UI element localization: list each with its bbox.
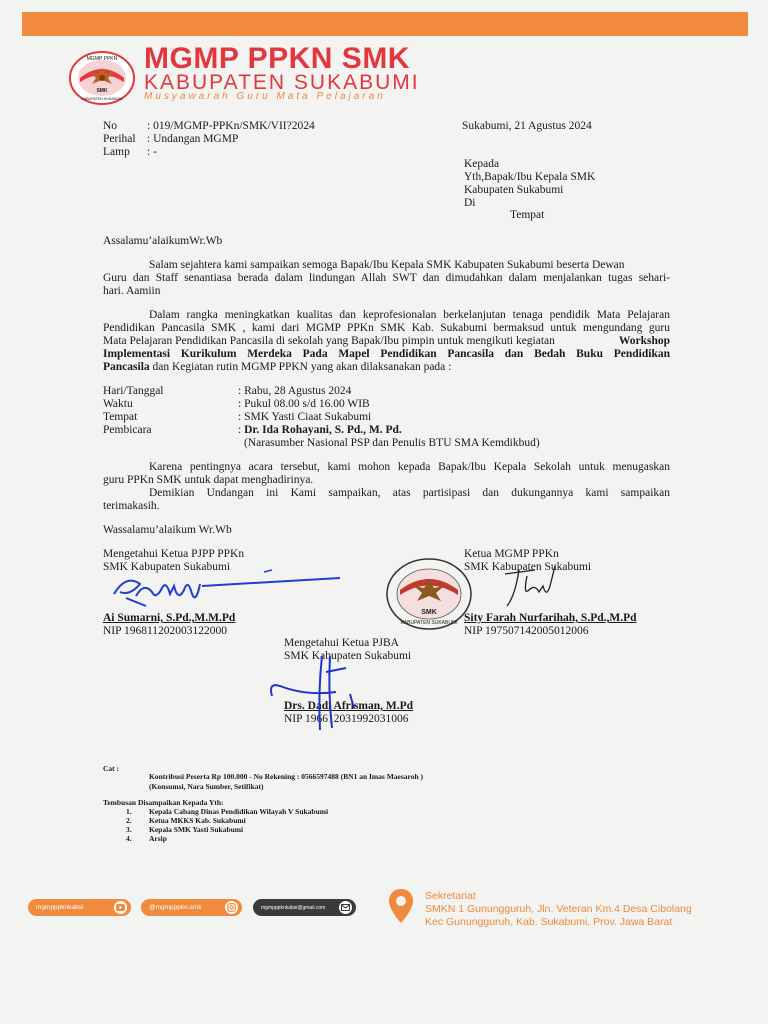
pembicara-note: (Narasumber Nasional PSP dan Penulis BTU SMA Kemdikbud) — [244, 437, 540, 449]
center-signer-name: Drs. Dadi Afrisman, M.Pd — [284, 700, 414, 712]
org-tagline: Musyawarah Guru Mata Pelajaran — [144, 91, 386, 102]
para2-line-4: Implementasi Kurikulum Merdeka Pada Mapel Pendidikan Pancasila dan Bedah Buku Pendidikan — [103, 348, 670, 360]
left-title-2: SMK Kabupaten Sukabumi — [103, 561, 231, 573]
perihal-value: : Undangan MGMP — [147, 133, 239, 145]
perihal-label: Perihal — [103, 133, 136, 145]
center-signer-nip: NIP 196612031992031006 — [284, 713, 409, 725]
center-title-2: SMK Kabupaten Sukabumi — [284, 650, 412, 662]
para4-line-2: terimakasih. — [103, 500, 160, 512]
lamp-label: Lamp — [103, 146, 130, 158]
youtube-icon — [114, 901, 127, 914]
tembusan-item-2: Ketua MKKS Kab. Sukabumi — [149, 816, 246, 825]
tembusan-item-3: Kepala SMK Yasti Sukabumi — [149, 825, 244, 834]
para3-line-2: guru PPKn SMK untuk dapat menghadirinya. — [103, 474, 314, 486]
left-signature — [106, 566, 346, 614]
left-signer-name: Ai Sumarni, S.Pd.,M.M.Pd — [103, 612, 236, 624]
tembusan-num-2: 2. — [126, 816, 132, 825]
logo-top-text: MGMP PPKN — [86, 56, 118, 62]
no-label: No — [103, 120, 118, 132]
right-title-2: SMK Kabupaten Sukabumi — [464, 561, 592, 573]
recipient-line-1: Kepada — [464, 158, 500, 170]
tembusan-num-4: 4. — [126, 834, 132, 843]
para2-line-3 — [103, 335, 670, 348]
tembusan-label: Tembusan Disampaikan Kepada Yth: — [103, 798, 224, 807]
org-name: MGMP PPKN SMK — [144, 42, 410, 75]
secretariat-line-1: SMKN 1 Gunungguruh, Jln. Veteran Km.4 Desa Cibolang — [425, 903, 692, 915]
official-stamp — [384, 556, 474, 632]
tembusan-num-3: 3. — [126, 825, 132, 834]
pembicara-line — [238, 424, 402, 437]
waktu-label: Waktu — [103, 398, 133, 410]
secretariat-line-2: Kec Gunungguruh, Kab. Sukabumi, Prov. Jawa Barat — [425, 916, 673, 928]
instagram-icon — [225, 901, 238, 914]
pembicara-colon: : — [238, 424, 245, 436]
right-signature — [495, 556, 565, 612]
recipient-line-4: Di — [464, 197, 476, 209]
email-pill[interactable] — [253, 899, 356, 916]
para1-line-2: Guru dan Staff senantiasa berada dalam lindungan Allah SWT dan dimudahkan dalam menjalankan tugas sehari- — [103, 272, 670, 284]
recipient-line-2: Yth,Bapak/Ibu Kepala SMK — [464, 171, 596, 183]
center-title-1: Mengetahui Ketua PJBA — [284, 637, 399, 649]
header-accent-bar — [22, 12, 748, 36]
pembicara-name: Dr. Ida Rohayani, S. Pd., M. Pd. — [244, 424, 402, 436]
tempat-value: : SMK Yasti Ciaat Sukabumi — [238, 411, 372, 423]
left-signer-nip: NIP 196811202003122000 — [103, 625, 228, 637]
para2-pancasila: Pancasila — [103, 361, 150, 373]
para2-line-5-text: dan Kegiatan rutin MGMP PPKN yang akan dilaksanakan pada : — [149, 361, 452, 373]
no-value: : 019/MGMP-PPKn/SMK/VII?2024 — [147, 120, 315, 132]
tembusan-num-1: 1. — [126, 807, 132, 816]
stamp-bottom-text: KABUPATEN SUKABUMI — [400, 620, 458, 626]
logo-bottom-text: KABUPATEN SUKABUMI — [81, 97, 123, 101]
instagram-pill[interactable] — [141, 899, 242, 916]
left-title-1: Mengetahui Ketua PJPP PPKn — [103, 548, 245, 560]
farewell: Wassalamu’alaikum Wr.Wb — [103, 524, 232, 536]
lamp-value: : - — [147, 146, 157, 158]
para2-line-5 — [103, 361, 451, 374]
email-icon — [339, 901, 352, 914]
para1-line-1: Salam sejahtera kami sampaikan semoga Bapak/Ibu Kepala SMK Kabupaten Sukabumi beserta Dewan — [149, 259, 625, 271]
center-signature — [266, 652, 376, 732]
hari-label: Hari/Tanggal — [103, 385, 164, 397]
para1-line-3: hari. Aamiin — [103, 285, 161, 297]
para2-line-3-text: Mata Pelajaran Pendidikan Pancasila di sekolah yang Bapak/Ibu pimpin untuk mengikuti kegiatan — [103, 335, 555, 347]
para2-line-2: Pendidikan Pancasila SMK , kami dari MGMP PPKn SMK Kab. Sukabumi bermaksud untuk mengundang guru — [103, 322, 670, 334]
mgmp-logo — [68, 50, 136, 106]
recipient-line-5: Tempat — [510, 209, 545, 221]
tembusan-item-4: Arsip — [149, 834, 167, 843]
secretariat-label: Sekretariat — [425, 890, 476, 902]
place-date: Sukabumi, 21 Agustus 2024 — [462, 120, 592, 132]
stamp-inner-text: SMK — [421, 609, 437, 616]
right-title-1: Ketua MGMP PPKn — [464, 548, 559, 560]
para3-line-1: Karena pentingnya acara tersebut, kami mohon kepada Bapak/Ibu Kepala Sekolah untuk menugaskan — [149, 461, 670, 473]
greeting: Assalamu’alaikumWr.Wb — [103, 235, 223, 247]
right-signer-nip: NIP 197507142005012006 — [464, 625, 589, 637]
recipient-line-3: Kabupaten Sukabumi — [464, 184, 564, 196]
org-region: KABUPATEN SUKABUMI — [144, 71, 420, 94]
cat-line-2: (Konsumsi, Nara Sumber, Setifikat) — [149, 782, 264, 791]
tembusan-item-1: Kepala Cabang Dinas Pendidikan Wilayah V Sukabumi — [149, 807, 329, 816]
youtube-handle: mgmpppknkabsi — [36, 904, 84, 911]
right-signer-name: Sity Farah Nurfarihah, S.Pd.,M.Pd — [464, 612, 637, 624]
instagram-handle: @mgmpppkn.smk — [149, 904, 202, 911]
para2-line-1: Dalam rangka meningkatkan kualitas dan keprofesionalan berkelanjutan tenaga pendidik Mata Pelajaran — [149, 309, 670, 321]
location-pin-icon — [388, 888, 414, 924]
cat-label: Cat : — [103, 764, 120, 773]
tempat-label: Tempat — [103, 411, 138, 423]
pembicara-label: Pembicara — [103, 424, 152, 436]
hari-value: : Rabu, 28 Agustus 2024 — [238, 385, 352, 397]
para2-workshop: Workshop — [618, 335, 670, 347]
logo-inner-text: SMK — [96, 88, 108, 94]
youtube-pill[interactable] — [28, 899, 131, 916]
email-address: mgmpppknkabsi@gmail.com — [261, 904, 326, 911]
waktu-value: : Pukul 08.00 s/d 16.00 WIB — [238, 398, 370, 410]
para4-line-1: Demikian Undangan ini Kami sampaikan, atas partisipasi dan dukungannya kami sampaikan — [149, 487, 670, 499]
cat-line-1: Kontribusi Peserta Rp 100.000 - No Rekening : 0566597488 (BN1 an Imas Maesaroh ) — [149, 772, 424, 781]
